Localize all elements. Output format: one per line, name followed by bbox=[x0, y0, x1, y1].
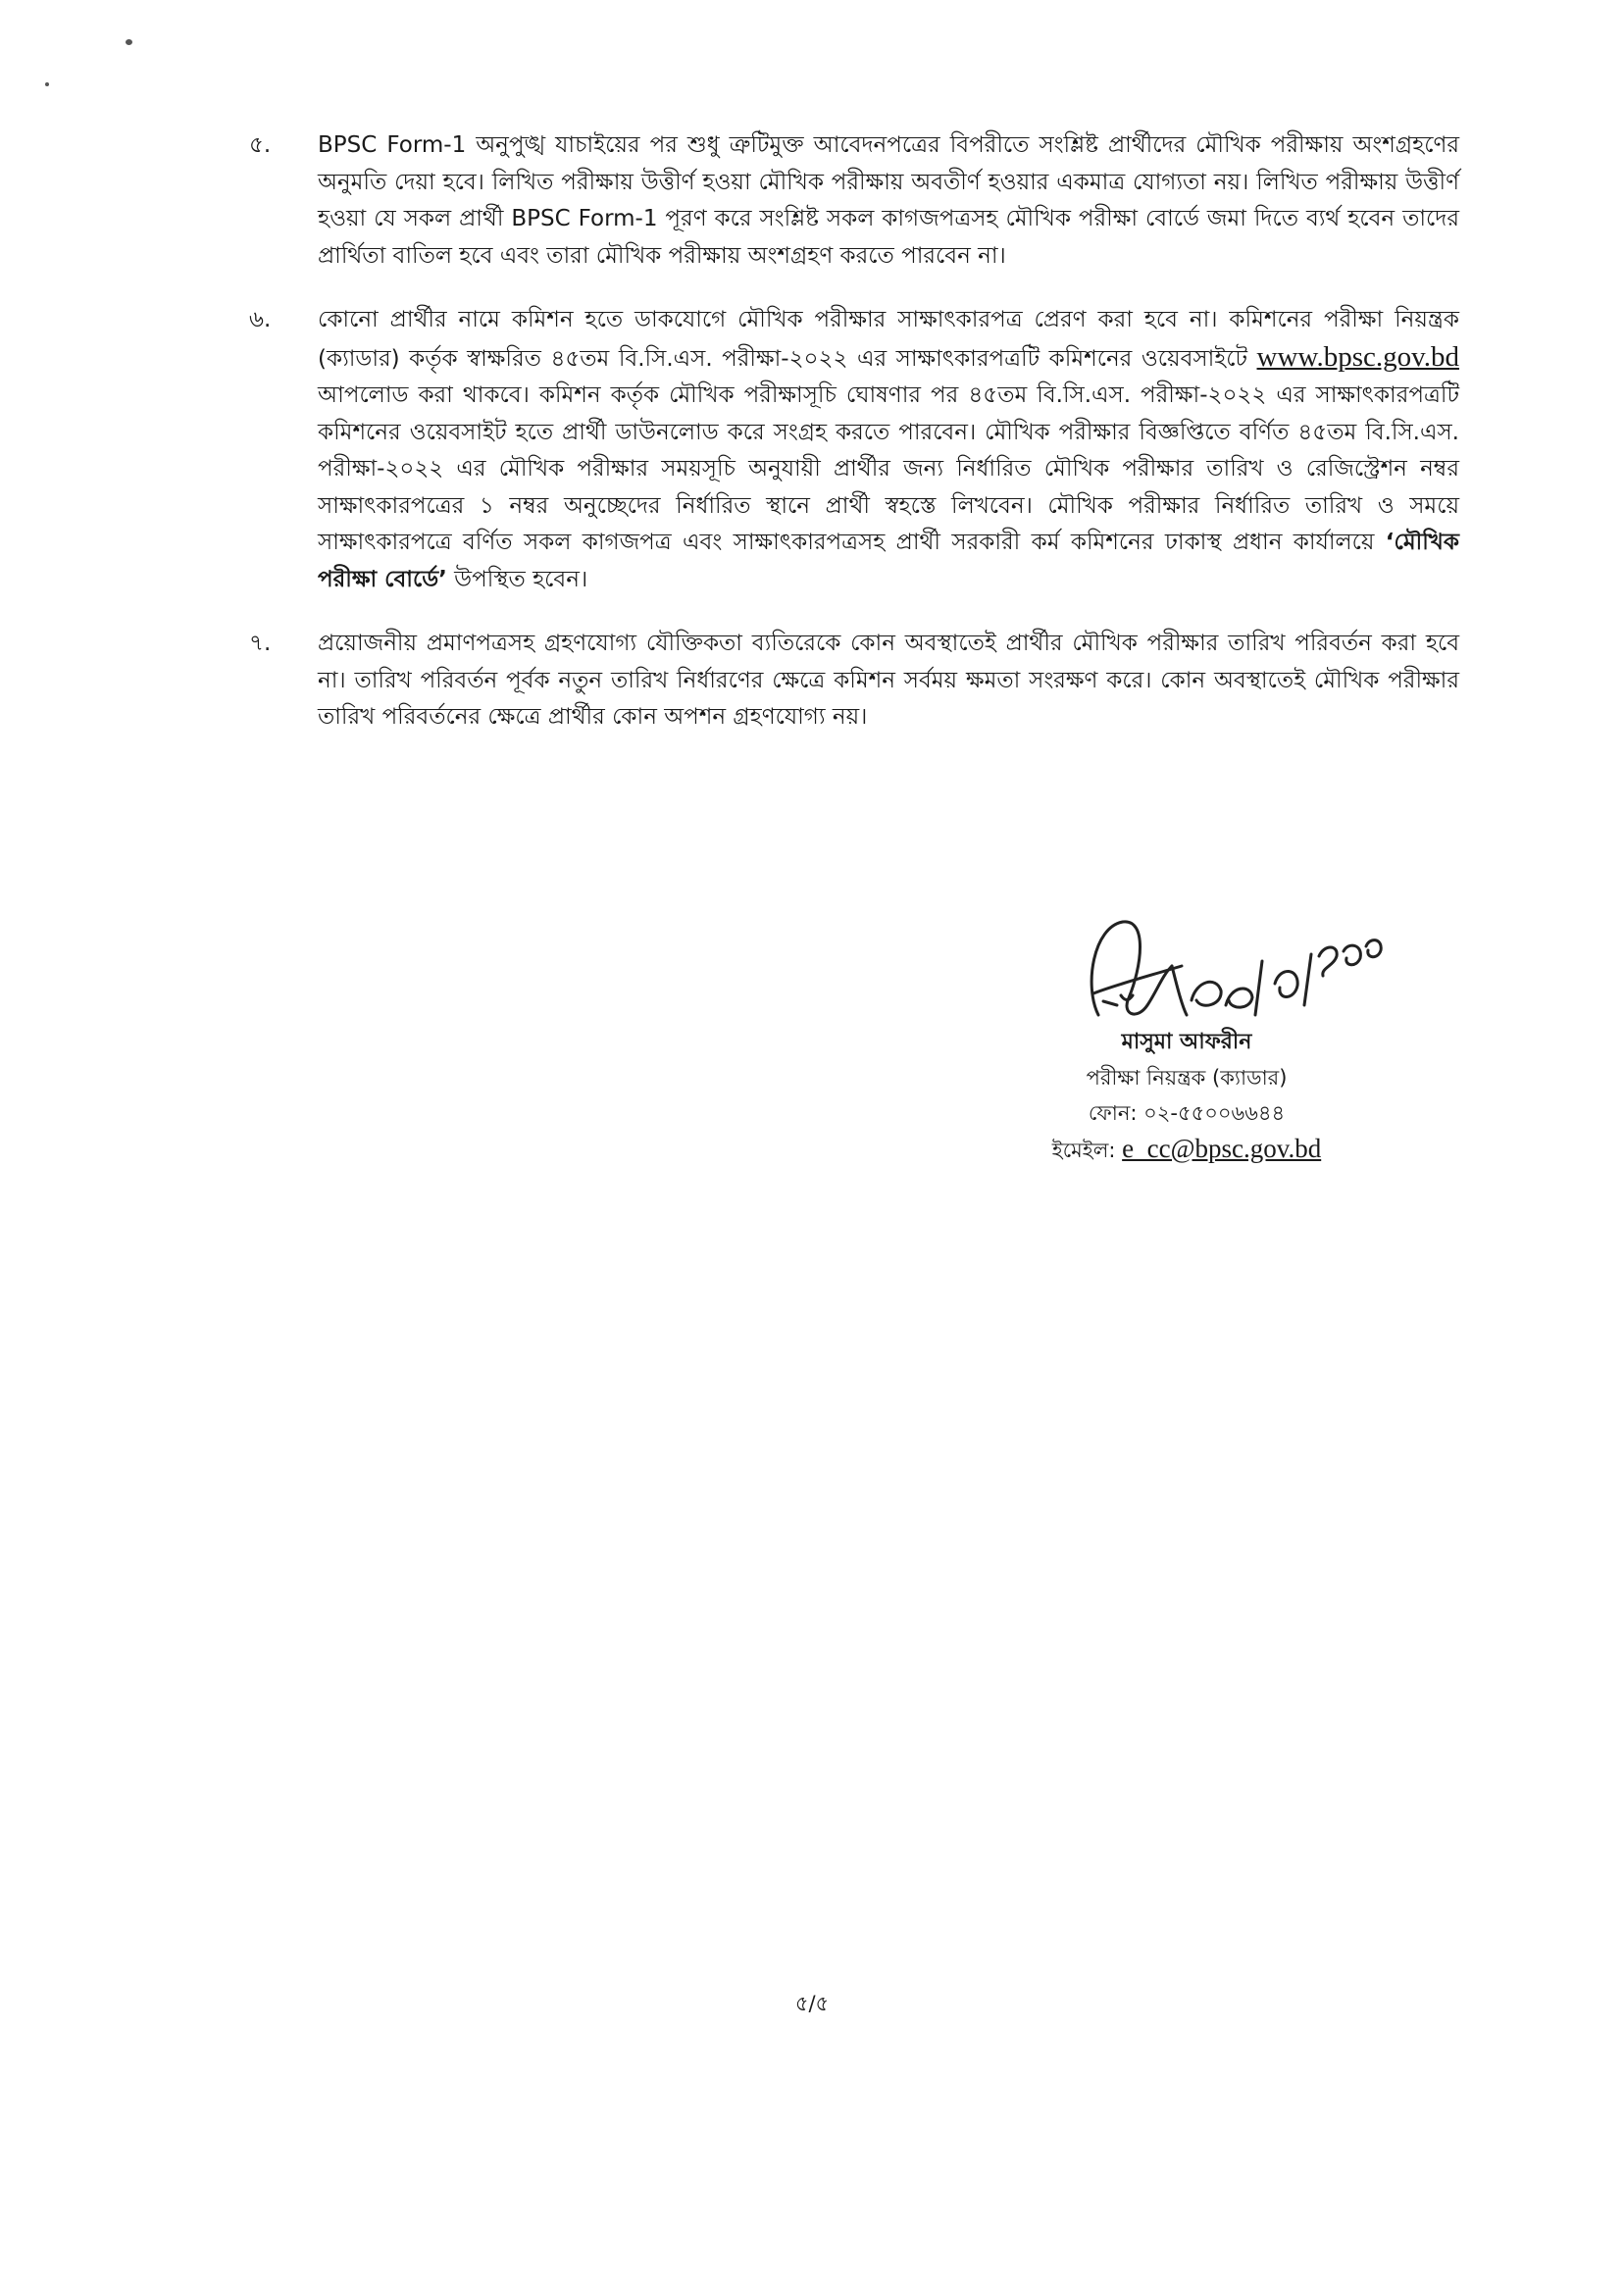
page-number: ৫/৫ bbox=[794, 1992, 830, 2015]
item-number: ৫. bbox=[249, 132, 272, 158]
signatory-name: মাসুমা আফরীন bbox=[1121, 1030, 1252, 1054]
email-link[interactable]: e_cc@bpsc.gov.bd bbox=[1122, 1134, 1322, 1163]
emphasized-text: ‘মৌখিক পরীক্ষা বোর্ডে’ bbox=[318, 530, 1459, 592]
text-run: উপস্থিত হবেন। bbox=[446, 566, 588, 592]
signatory-details bbox=[981, 1025, 1393, 1168]
website-link[interactable]: www.bpsc.gov.bd bbox=[1256, 340, 1459, 373]
signature-block bbox=[981, 907, 1393, 1182]
item-number: ৭. bbox=[249, 631, 272, 656]
signatory-phone: ফোন: ০২-৫৫০০৬৬৪৪ bbox=[1088, 1101, 1286, 1125]
item-number: ৬. bbox=[249, 307, 272, 332]
scan-speck bbox=[45, 82, 49, 86]
instruction-item bbox=[243, 626, 1459, 736]
instruction-item bbox=[243, 127, 1459, 275]
text-run: BPSC Form-1 অনুপুঙ্খ যাচাইয়ের পর শুধু ত্রুটিমুক্ত আবেদনপত্রের বিপরীতে সংশ্লিষ্ট প্রার্থীদের মৌখিক পরীক্ষায় অংশগ্রহণের অনুমতি দেয়া হবে। লিখিত পরীক্ষায় উত্তীর্ণ হওয়া মৌখিক পরীক্ষায় অবতীর্ণ হওয়ার একমাত্র যোগ্যতা নয়। লিখিত পরীক্ষায় উত্তীর্ণ হওয়া যে সকল প্রার্থী BPSC Form-1 পূরণ করে সংশ্লিষ্ট সকল কাগজপত্রসহ মৌখিক পরীক্ষা বোর্ডে জমা দিতে ব্যর্থ হবেন তাদের প্রার্থিতা বাতিল হবে এবং তারা মৌখিক পরীক্ষায় অংশগ্রহণ করতে পারবেন না। bbox=[318, 132, 1460, 269]
numbered-instructions bbox=[243, 127, 1459, 764]
signatory-designation: পরীক্ষা নিয়ন্ত্রক (ক্যাডার) bbox=[1086, 1066, 1288, 1090]
item-text bbox=[318, 132, 1459, 269]
text-run: আপলোড করা থাকবে। কমিশন কর্তৃক মৌখিক পরীক্ষাসূচি ঘোষণার পর ৪৫তম বি.সি.এস. পরীক্ষা-২০২২ এর সাক্ষাৎকারপত্রটি কমিশনের ওয়েবসাইট হতে প্রার্থী ডাউনলোড করে সংগ্রহ করতে পারবেন। মৌখিক পরীক্ষার বিজ্ঞপ্তিতে বর্ণিত ৪৫তম বি.সি.এস. পরীক্ষা-২০২২ এর মৌখিক পরীক্ষার সময়সূচি অনুযায়ী প্রার্থীর জন্য নির্ধারিত মৌখিক পরীক্ষার তারিখ ও রেজিস্ট্রেশন নম্বর সাক্ষাৎকারপত্রের ১ নম্বর অনুচ্ছেদের নির্ধারিত স্থানে প্রার্থী স্বহস্তে লিখবেন। মৌখিক পরীক্ষার নির্ধারিত তারিখ ও সময়ে সাক্ষাৎকারপত্রে বর্ণিত সকল কাগজপত্র এবং সাক্ষাৎকারপত্রসহ প্রার্থী সরকারী কর্ম কমিশনের ঢাকাস্থ প্রধান কার্যালয়ে bbox=[318, 382, 1459, 555]
handwritten-signature-icon bbox=[1054, 907, 1388, 1035]
item-text bbox=[318, 631, 1459, 730]
instruction-item bbox=[243, 302, 1459, 598]
scan-speck bbox=[126, 39, 132, 45]
email-label: ইমেইল: bbox=[1051, 1139, 1116, 1162]
text-run: কোনো প্রার্থীর নামে কমিশন হতে ডাকযোগে মৌখিক পরীক্ষার সাক্ষাৎকারপত্র প্রেরণ করা হবে না। কমিশনের পরীক্ষা নিয়ন্ত্রক (ক্যাডার) কর্তৃক স্বাক্ষরিত ৪৫তম বি.সি.এস. পরীক্ষা-২০২২ এর সাক্ষাৎকারপত্রটি কমিশনের ওয়েবসাইটে bbox=[318, 307, 1459, 372]
text-run: প্রয়োজনীয় প্রমাণপত্রসহ গ্রহণযোগ্য যৌক্তিকতা ব্যতিরেকে কোন অবস্থাতেই প্রার্থীর মৌখিক পরীক্ষার তারিখ পরিবর্তন করা হবে না। তারিখ পরিবর্তন পূর্বক নতুন তারিখ নির্ধারণের ক্ষেত্রে কমিশন সর্বময় ক্ষমতা সংরক্ষণ করে। কোন অবস্থাতেই মৌখিক পরীক্ষার তারিখ পরিবর্তনের ক্ষেত্রে প্রার্থীর কোন অপশন গ্রহণযোগ্য নয়। bbox=[318, 631, 1459, 730]
item-text bbox=[318, 307, 1459, 592]
signatory-email-line bbox=[981, 1131, 1393, 1168]
